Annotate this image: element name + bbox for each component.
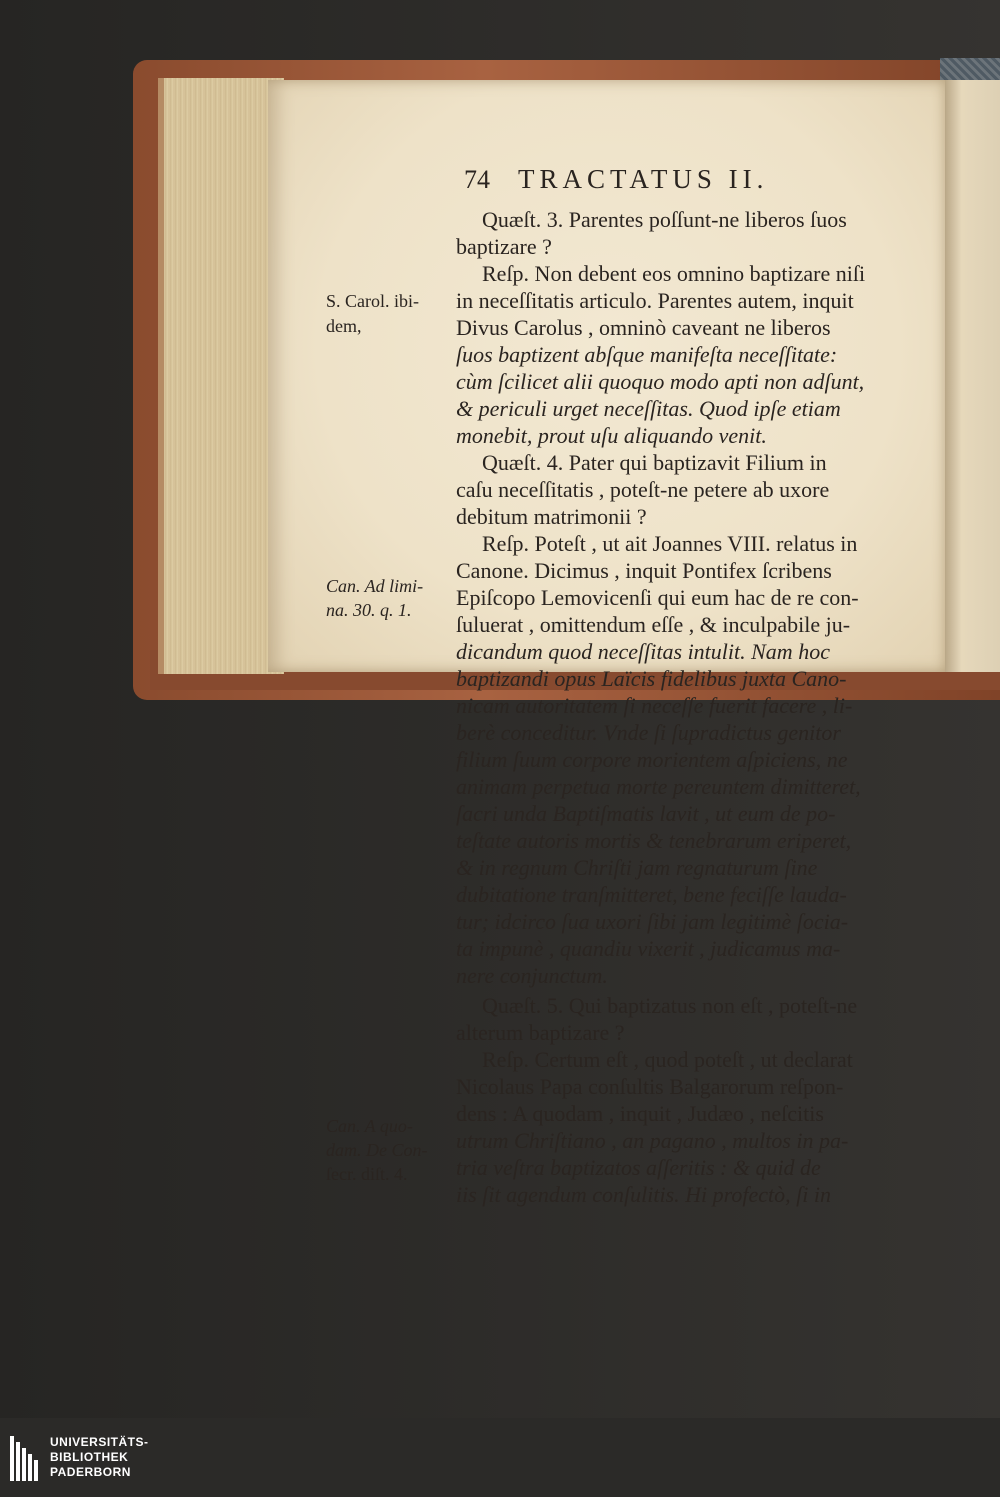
- body-line: dubitatione tranſmitteret, bene feciſſe lauda-: [456, 882, 847, 907]
- body-line: Reſp. Poteſt , ut ait Joannes VIII. relatus in: [482, 531, 858, 556]
- body-line: in neceſſitatis articulo. Parentes autem, inquit: [456, 288, 854, 313]
- running-header: [464, 164, 934, 204]
- body-line: utrum Chriſtiano , an pagano , multos in pa-: [456, 1128, 849, 1153]
- body-line: berè conceditur. Vnde ſi ſupradictus genitor: [456, 720, 841, 745]
- body-line: ſuos baptizent abſque manifeſta neceſſitate:: [456, 342, 838, 367]
- page-number: 74: [464, 165, 490, 194]
- body-line: baptizandi opus Laïcis fidelibus juxta Cano-: [456, 666, 847, 691]
- body-line: tur; idcirco ſua uxori ſibi jam legitimè ſocia-: [456, 909, 849, 934]
- body-line: Nicolaus Papa conſultis Balgarorum reſpon-: [456, 1074, 844, 1099]
- page-text: [296, 164, 936, 1254]
- margin-note: na. 30. q. 1.: [326, 600, 412, 620]
- body-line: Epiſcopo Lemovicenſi qui eum hac de re con-: [456, 585, 859, 610]
- body-line: cùm ſcilicet alii quoquo modo apti non adſunt,: [456, 369, 865, 394]
- margin-note: dam. De Con-: [326, 1140, 428, 1160]
- library-name-line: BIBLIOTHEK: [50, 1450, 129, 1464]
- body-line: & periculi urget neceſſitas. Quod ipſe etiam: [456, 396, 841, 421]
- body-line: iis ſit agendum conſulitis. Hi profectò, ſi in: [456, 1182, 831, 1207]
- body-line: dens : A quodam , inquit , Judæo , neſcitis: [456, 1101, 824, 1126]
- margin-note: Can. A quo-: [326, 1116, 413, 1136]
- body-line: ſuluerat , omittendum eſſe , & inculpabile ju-: [456, 612, 851, 637]
- body-line: alterum baptizare ?: [456, 1020, 625, 1045]
- body-line: monebit, prout uſu aliquando venit.: [456, 423, 767, 448]
- body-line: tria veſtra baptizatos aſſeritis : & quid de: [456, 1155, 821, 1180]
- body-line: Reſp. Certum eſt , quod poteſt , ut declarat: [482, 1047, 853, 1072]
- body-line: dicandum quod neceſſitas intulit. Nam hoc: [456, 639, 830, 664]
- library-name-line: UNIVERSITÄTS-: [50, 1435, 149, 1449]
- margin-note: S. Carol. ibi-: [326, 291, 419, 311]
- body-line: ſacri unda Baptiſmatis lavit , ut eum de po-: [456, 801, 836, 826]
- body-line: Quæſt. 5. Qui baptizatus non eſt , poteſt-ne: [482, 993, 858, 1018]
- body-line: Divus Carolus , omninò caveant ne liberos: [456, 315, 831, 340]
- facing-page-edge: [945, 80, 1000, 672]
- body-line: caſu neceſſitatis , poteſt-ne petere ab uxore: [456, 477, 830, 502]
- margin-note: dem,: [326, 316, 362, 336]
- margin-note: Can. Ad limi-: [326, 576, 424, 596]
- body-line: teſtate autoris mortis & tenebrarum eriperet,: [456, 828, 852, 853]
- body-line: ta impunè , quandiu vixerit , judicamus ma-: [456, 936, 841, 961]
- body-line: & in regnum Chriſti jam regnaturum ſine: [456, 855, 818, 880]
- body-line: Reſp. Non debent eos omnino baptizare niſi: [482, 261, 866, 286]
- margin-note: ſecr. diſt. 4.: [326, 1164, 408, 1184]
- running-title: TRACTATUS II.: [518, 164, 769, 194]
- page-edges: [158, 78, 284, 674]
- body-line: debitum matrimonii ?: [456, 504, 647, 529]
- body-line: Quæſt. 3. Parentes poſſunt-ne liberos ſuos: [482, 207, 847, 232]
- library-logo-icon: [10, 1436, 40, 1481]
- body-line: filium ſuum corpore morientem aſpiciens, ne: [456, 747, 848, 772]
- library-name: [50, 1435, 250, 1485]
- body-line: nicam autoritatem ſi neceſſe fuerit facere , li-: [456, 693, 853, 718]
- body-line: nere conjunctum.: [456, 963, 608, 988]
- body-line: baptizare ?: [456, 234, 552, 259]
- body-line: Quæſt. 4. Pater qui baptizavit Filium in: [482, 450, 827, 475]
- body-line: Canone. Dicimus , inquit Pontifex ſcribens: [456, 558, 832, 583]
- library-name-line: PADERBORN: [50, 1465, 131, 1479]
- body-line: animam perpetua morte pereuntem dimitteret,: [456, 774, 861, 799]
